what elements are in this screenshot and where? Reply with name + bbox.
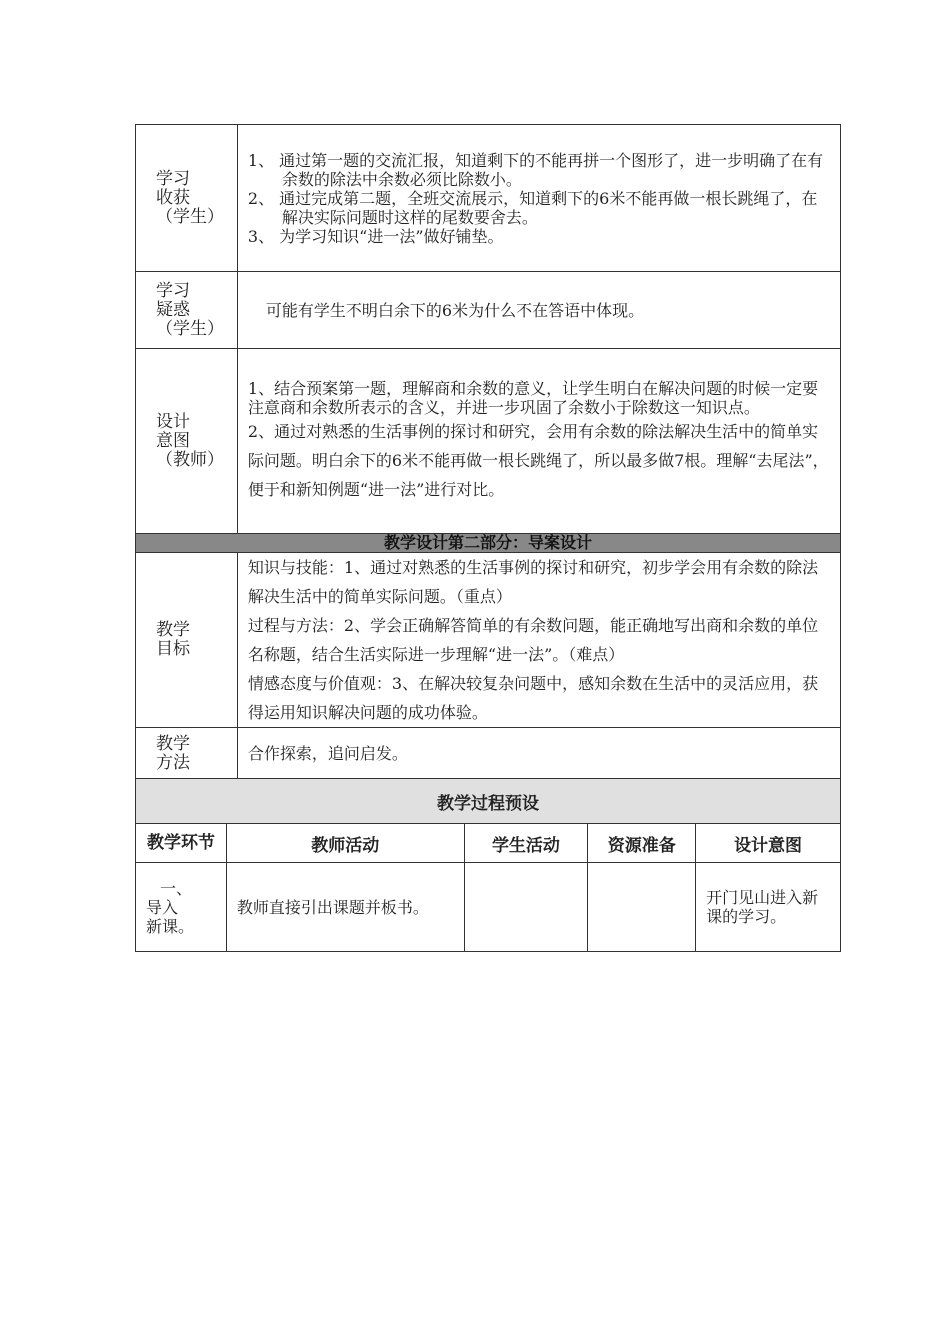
- harvest-item: 2、 通过完成第二题，全班交流展示，知道剩下的6米不能再做一根长跳绳了，在解决实际问题时这样的尾数要舍去。: [247, 188, 818, 227]
- process-title: 教学过程预设: [136, 779, 841, 824]
- process-header-row: [136, 824, 841, 863]
- intent-paragraph-1: 1、结合预案第一题，理解商和余数的意义，让学生明白在解决问题的时候一定要注意商和余数所表示的含义，并进一步巩固了余数小于除数这一知识点。: [247, 378, 819, 417]
- goals-content: [237, 553, 840, 728]
- part1-table: [135, 124, 841, 780]
- col-header-resource: 资源准备: [588, 824, 696, 863]
- goal-item: 过程与方法：2、学会正确解答简单的有余数问题，能正确地写出商和余数的单位名称题，结合生活实际进一步理解“进一法”。（难点）: [247, 616, 819, 664]
- intent-paragraph-2: 2、通过对熟悉的生活事例的探讨和研究，会用有余数的除法解决生活中的简单实际问题。明白余下的6米不能再做一根长跳绳了，所以最多做7根。理解“去尾法”，便于和新知例题“进一法”进行对比。: [247, 421, 829, 499]
- method-content: 合作探索，追问启发。: [237, 728, 840, 780]
- doubt-content: 可能有学生不明白余下的6米为什么不在答语中体现。: [237, 272, 840, 349]
- row-student-activity: [464, 863, 588, 952]
- col-header-stage: 教学环节: [136, 824, 227, 863]
- goal-item: 情感态度与价值观：3、在解决较复杂问题中，感知余数在生活中的灵活应用，获得运用知识解决问题的成功体验。: [247, 674, 819, 722]
- doubt-row: [136, 272, 841, 349]
- intent-label: 设计 意图 （教师）: [136, 349, 238, 534]
- goals-label: 教学 目标: [136, 553, 238, 728]
- harvest-row: [136, 125, 841, 272]
- intent-content: [237, 349, 840, 534]
- col-header-student: 学生活动: [464, 824, 588, 863]
- harvest-item: 3、 为学习知识“进一法”做好铺垫。: [247, 226, 504, 246]
- harvest-content: [237, 125, 840, 272]
- method-row: [136, 728, 841, 780]
- intent-row: [136, 349, 841, 534]
- part2-title: 教学设计第二部分：导案设计: [136, 534, 841, 553]
- row-teacher-activity: 教师直接引出课题并板书。: [226, 863, 464, 952]
- harvest-item: 1、 通过第一题的交流汇报，知道剩下的不能再拼一个图形了，进一步明确了在有余数的除法中余数必须比除数小。: [247, 150, 824, 189]
- process-title-row: [136, 779, 841, 824]
- harvest-label: 学习 收获 （学生）: [136, 125, 238, 272]
- table-row: [136, 863, 841, 952]
- part2-title-row: [136, 534, 841, 553]
- goal-item: 知识与技能：1、通过对熟悉的生活事例的探讨和研究，初步学会用有余数的除法解决生活中的简单实际问题。（重点）: [247, 558, 819, 606]
- row-design-intent: 开门见山进入新课的学习。: [696, 863, 841, 952]
- col-header-teacher: 教师活动: [226, 824, 464, 863]
- method-label: 教学 方法: [136, 728, 238, 780]
- row-resource: [588, 863, 696, 952]
- goals-row: [136, 553, 841, 728]
- col-header-intent: 设计意图: [696, 824, 841, 863]
- doubt-label: 学习 疑惑 （学生）: [136, 272, 238, 349]
- row-stage: 一、 导入 新课。: [136, 863, 227, 952]
- process-table: [135, 778, 841, 952]
